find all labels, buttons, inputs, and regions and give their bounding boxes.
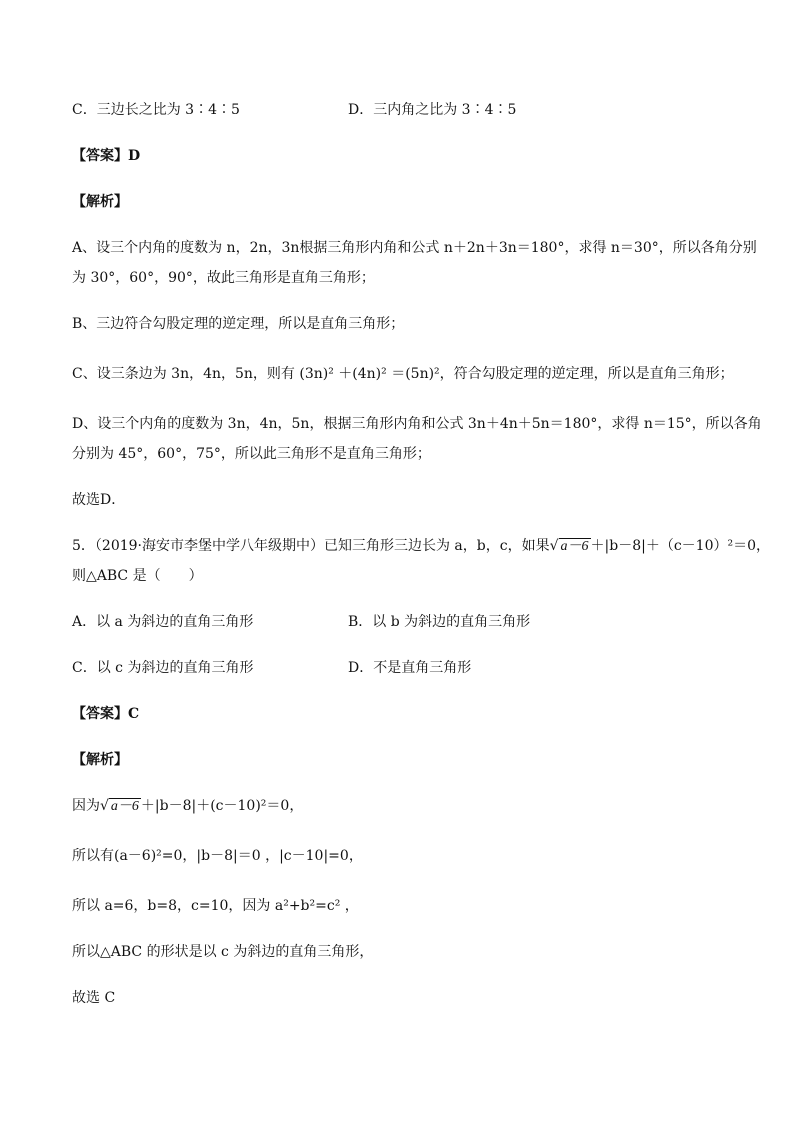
q4-analysis-a-line2: 为 30°，60°，90°，故此三角形是直角三角形；: [72, 270, 375, 286]
q5-step1-radicand: a－6: [110, 799, 139, 814]
q4-conclusion: 故选D．: [72, 492, 126, 508]
q5-option-d: D．不是直角三角形: [348, 660, 472, 676]
q5-option-c: C．以 c 为斜边的直角三角形: [72, 660, 254, 676]
q5-option-a: A．以 a 为斜边的直角三角形: [72, 614, 254, 630]
q4-analysis-c: C、设三条边为 3n，4n，5n，则有 (3n)² ＋(4n)² ＝(5n)²，符合勾股定理的逆定理，所以是直角三角形；: [72, 366, 734, 382]
q4-answer: 【答案】D: [72, 148, 141, 164]
q4-option-d: D．三内角之比为 3∶4∶5: [348, 102, 517, 118]
q4-option-c: C．三边长之比为 3∶4∶5: [72, 102, 240, 118]
q5-step3: 所以 a=6，b=8，c=10，因为 a²+b²=c² ，: [72, 898, 359, 914]
radical-sign-icon: √: [549, 538, 559, 554]
q5-step1-prefix: 因为: [72, 798, 100, 814]
q5-stem-line1: [72, 536, 770, 556]
radical-sign-icon: √: [100, 798, 109, 814]
q5-option-b: B．以 b 为斜边的直角三角形: [348, 614, 531, 630]
q4-analysis-d-line1: D、设三个内角的度数为 3n，4n，5n，根据三角形内角和公式 3n＋4n＋5n＝180°，求得 n＝15°，所以各角: [72, 416, 762, 432]
q4-analysis-a-line1: A、设三个内角的度数为 n，2n，3n根据三角形内角和公式 n＋2n＋3n＝180°，求得 n＝30°，所以各角分别: [72, 240, 757, 256]
q5-answer: 【答案】C: [72, 706, 140, 722]
q5-analysis-label: 【解析】: [72, 752, 128, 768]
q4-analysis-d-line2: 分别为 45°，60°，75°，所以此三角形不是直角三角形；: [72, 446, 431, 462]
q4-analysis-label: 【解析】: [72, 194, 128, 210]
q5-stem-line2: 则△ABC 是（ ）: [72, 568, 203, 584]
q5-step1: [72, 796, 303, 816]
q5-step1-suffix: ＋|b－8|＋(c－10)²＝0，: [140, 798, 304, 814]
q5-step4: 所以△ABC 的形状是以 c 为斜边的直角三角形，: [72, 944, 374, 960]
q5-stem-radicand: a－6: [560, 539, 589, 554]
q4-analysis-b: B、三边符合勾股定理的逆定理，所以是直角三角形；: [72, 316, 405, 332]
q5-step2: 所以有(a－6)²=0，|b－8|＝0 ，|c－10|=0，: [72, 848, 363, 864]
q5-conclusion: 故选 C: [72, 990, 116, 1006]
q5-stem-prefix: 5．（2019·海安市李堡中学八年级期中）已知三角形三边长为 a，b，c，如果: [72, 538, 550, 554]
q5-stem-suffix: ＋|b－8|＋（c－10）²＝0，: [590, 538, 770, 554]
